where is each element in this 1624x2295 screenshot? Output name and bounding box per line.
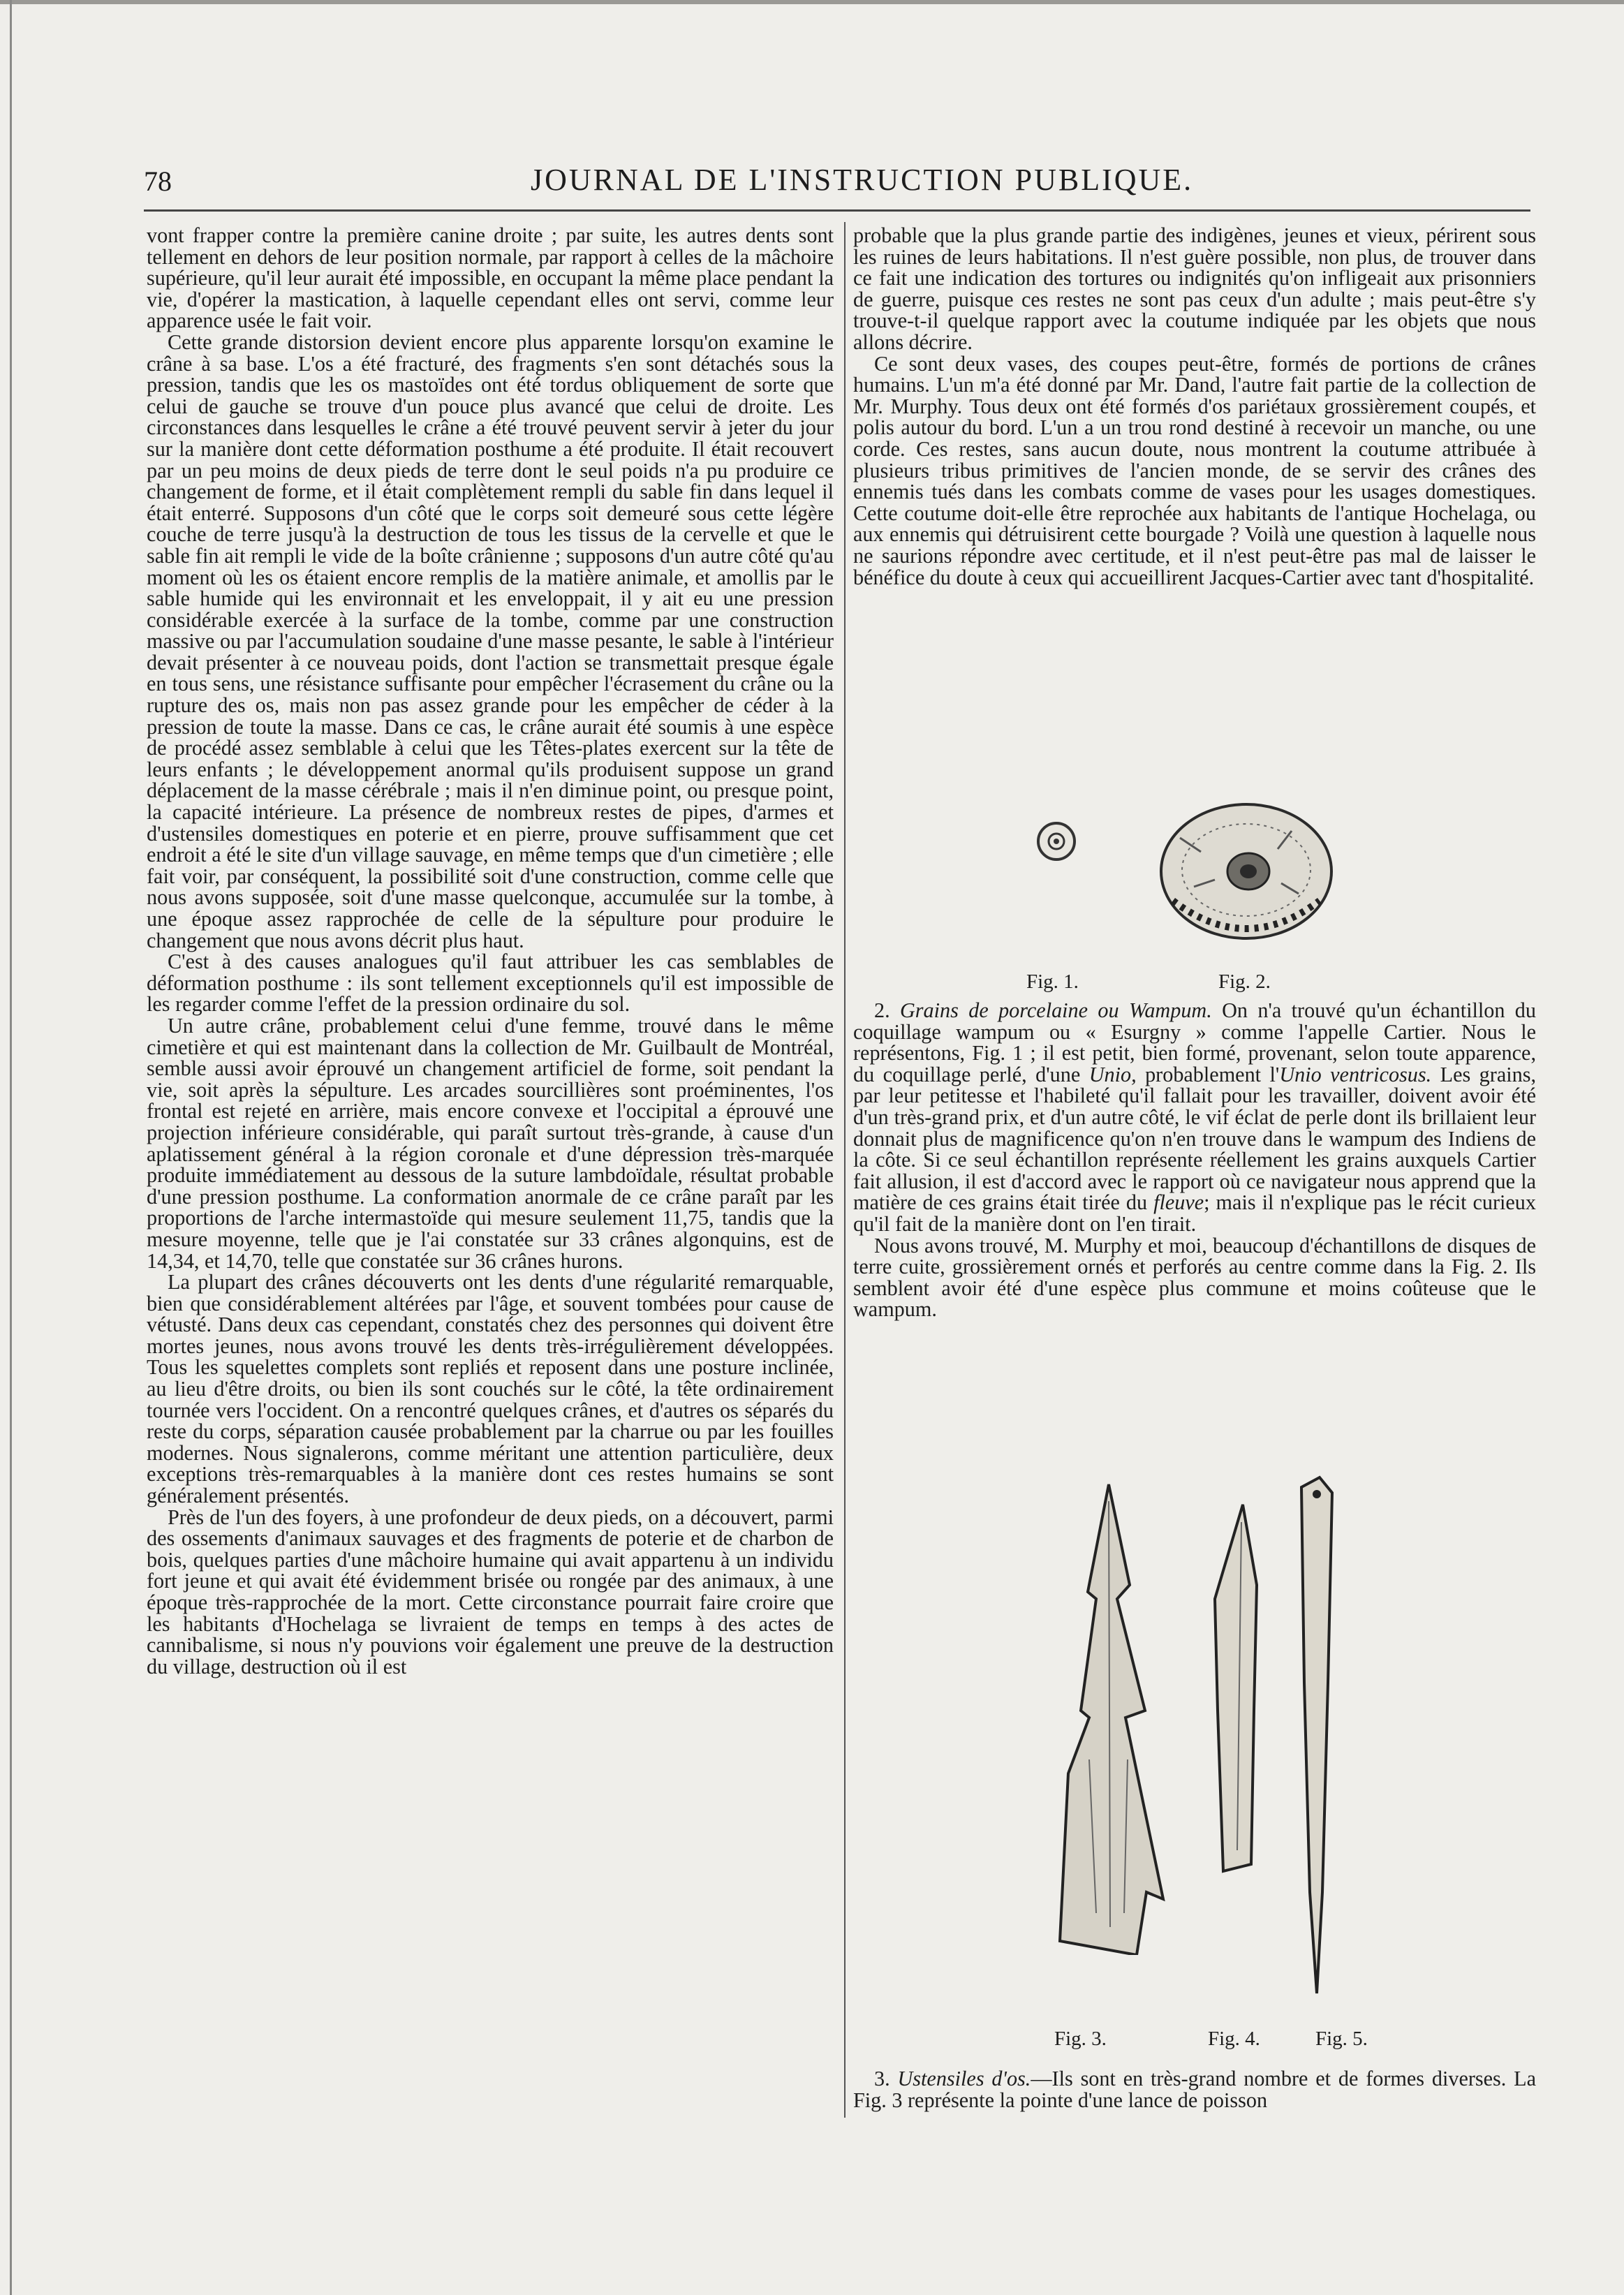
paragraph-text: On n'a trouvé qu'un échantillon du coquillage wampum ou « Esurgny » comme l'appelle Cartier. Nous le représentons, Fig. 1 ; il est petit, bien formé, provenant, selon toute apparence, du coquillage perlé, d'une [853,998,1536,1086]
paragraph: Un autre crâne, probablement celui d'une femme, trouvé dans le même cimetière et qui est maintenant dans la collection de Mr. Guilbault de Montréal, semble aussi avoir éprouvé un changement artificiel de forme, soit pendant la vie, soit après la sépulture. Les arcades sourcillières sont proéminentes, l'os frontal est rejeté en arrière, mais encore convexe et l'occipital a éprouvé une projection inférieure considérable, qui paraît surtout très-grande, à cause d'un aplatissement général à la région coronale et d'une dépression très-marquée produite immédiatement au dessous de la suture lambdoïdale, résultat probable d'une pression posthume. La conformation anormale de ce crâne paraît par les proportions de l'arche intermastoïde qui mesure seulement 11,75, tandis que la mesure moyenne, telle que je l'ai constatée sur 33 crânes algonquins, est de 14,34, et 14,70, telle que constatée sur 36 crânes hurons. [147,1013,834,1273]
page-number: 78 [144,165,172,197]
paragraph: Ce sont deux vases, des coupes peut-être, formés de portions de crânes humains. L'un m'a été donné par Mr. Dand, l'autre fait partie de la collection de Mr. Murphy. Tous deux ont été formés d'os pariétaux grossièrement coupés, et polis autour du bord. L'un a un trou rond destiné à recevoir un manche, ou une corde. Ces restes, sans aucun doute, nous montrent la coutume attribuée à plusieurs tribus primitives de l'ancien monde, de se servir des crânes des ennemis tués dans les combats comme de vases pour les usages domestiques. Cette coutume doit-elle être reprochée aux habitants de l'antique Hochelaga, ou aux ennemis qui détruisirent cette bourgade ? Voilà une question à laquelle nous ne saurions répondre avec certitude, et il n'est peut-être pas mal de laisser le bénéfice du doute à ceux qui accueillirent Jacques-Cartier avec tant d'hospitalité. [853,351,1536,589]
figure-3-caption: Fig. 3. [1054,2028,1107,2050]
figure-4-caption: Fig. 4. [1208,2028,1260,2050]
figure-1-bead [1032,817,1081,866]
section-title: Grains de porcelaine ou Wampum. [900,998,1212,1022]
figure-1-caption: Fig. 1. [1026,971,1079,993]
paragraph: Cette grande distorsion devient encore plus apparente lorsqu'on examine le crâne à sa base. L'os a été fracturé, des fragments s'en sont détachés sous la pression, tandis que les os mastoïdes ont été tordus obliquement de sorte que celui de gauche se trouve d'un pouce plus avancé que celui de droite. Les circonstances dans lesquelles le crâne a été trouvé peuvent servir à jeter du jour sur la manière dont cette déformation posthume a été produite. Il était recouvert par un peu moins de deux pieds de terre dont le seul poids n'a pu produire ce changement de forme, et il était complètement rempli du sable fin dans lequel il était enterré. Supposons d'un côté que le corps soit demeuré sous cette légère couche de terre jusqu'à la destruction de tous les tissus de la cervelle et que le sable fin ait rempli le vide de la boîte crânienne ; supposons d'un autre côté qu'au moment où les os étaient encore remplis de la matière animale, et amollis par le sable humide qui les environnait et les enveloppait, il y ait eu une pression considérable exercée à la surface de la tombe, comme par une construction massive ou par l'accumulation soudaine d'une masse pesante, le sable à l'intérieur devait présenter à ce nouveau poids, dont l'action se transmettait presque égale en tous sens, une résistance suffisante pour empêcher l'écrasement du crâne ou la rupture des os, mais non pas assez grande pour les empêcher de céder à la pression de toute la masse. Dans ce cas, le crâne aurait été soumis à une espèce de procédé assez semblable à celui que les Têtes-plates exercent sur la tête de leurs enfants ; le développement anormal qu'ils produisent suppose un grand déplacement de la masse cérébrale ; mais il n'en diminue point, ou presque point, la capacité intérieure. La présence de nombreux restes de pipes, d'armes et d'ustensiles domestiques en poterie et en pierre, prouve suffisamment que cet endroit a été le site d'un village sauvage, en même temps que d'un cimetière ; elle fait voir, par conséquent, la possibilité soit d'une construction, comme celle que nous avons supposée, soit d'une masse quelconque, accumulée sur la tombe, à une époque assez rapprochée de celle de la sépulture pour produire le changement que nous avons décrit plus haut. [147,330,834,952]
paragraph: probable que la plus grande partie des indigènes, jeunes et vieux, périrent sous les ruines de leurs habitations. Il n'est guère possible, non plus, de trouver dans ce fait une indication des tortures ou indignités qu'on infligeait aux prisonniers de guerre, puisque ces restes ne sont pas ceux d'un adulte ; mais peut-être s'y trouve-t-il quelque rapport avec la coutume indiquée par les objets que nous allons décrire. [853,223,1536,354]
page-top-edge [0,0,1624,4]
paragraph [853,1000,1536,1235]
figure-5-caption: Fig. 5. [1315,2028,1368,2050]
page-left-edge [10,0,12,2295]
emphasis: fleuve [1153,1190,1204,1215]
species-name: Unio ventricosus. [1279,1062,1432,1086]
paragraph: Nous avons trouvé, M. Murphy et moi, beaucoup d'échantillons de disques de terre cuite, grossièrement ornés et perforés au centre comme dans la Fig. 2. Ils semblent avoir été d'une espèce plus commune et moins coûteuse que le wampum. [853,1233,1536,1322]
paragraph: Près de l'un des foyers, à une profondeur de deux pieds, on a découvert, parmi des ossements d'animaux sauvages et des fragments de poterie et de charbon de bois, quelques parties d'une mâchoire humaine qui avait appartenu à un individu fort jeune et qui avait été évidemment brisée ou rongée par des animaux, à une époque très-rapprochée de la mort. Cette circonstance pourrait faire croire que les habitants d'Hochelaga se livraient de temps en temps à des actes de cannibalisme, si nous n'y pouvions voir également une preuve de la destruction du village, destruction où il est [147,1505,834,1678]
paragraph: vont frapper contre la première canine droite ; par suite, les autres dents sont tellement en dehors de leur position normale, par rapport à celles de la mâchoire supérieure, qu'il leur aurait été impossible, en occupant la même place pendant la vie, d'opérer la mastication, à laquelle cependant elles ont servi, comme leur apparence usée le fait voir. [147,223,834,333]
right-column-bottom [853,2068,1536,2111]
figure-2-disc [1152,796,1341,957]
paragraph-text: Les grains, par leur petitesse et l'habileté qu'il fallait pour les travailler, doivent avoir été d'un très-grand prix, et d'un autre côté, le vif éclat de perle dont ils brillaient leur donnait plus de magnificence qu'on n'en trouve dans le wampum des Indiens de la côte. Si ce seul échantillon représente réellement les grains auxquels Cartier fait allusion, il est d'accord avec le rapport où ce navigateur nous apprend que la matière de ces grains était tirée du [853,1062,1537,1215]
figure-4-bone-awl [1187,1501,1271,1878]
paragraph-text: ; mais il n'explique pas le récit curieux qu'il fait de la manière dont on l'en tirait. [853,1190,1536,1236]
paragraph-text: probablement l' [1145,1062,1280,1086]
paragraph-text: —Ils sont en très-grand nombre et de formes diverses. La Fig. 3 représente la pointe d'une lance de poisson [853,2067,1537,2112]
header-rule [144,209,1530,212]
figure-3-spear-point [1040,1480,1180,1955]
right-column-middle [853,1000,1536,1320]
figure-2-caption: Fig. 2. [1218,971,1271,993]
section-number: 2. [874,998,890,1022]
column-divider [844,222,846,2118]
figure-5-bone-needle [1292,1473,1361,1997]
species-name: Unio, [1088,1062,1137,1086]
section-title: Ustensiles d'os. [897,2067,1031,2090]
journal-title: JOURNAL DE L'INSTRUCTION PUBLIQUE. [531,163,1194,197]
paragraph: C'est à des causes analogues qu'il faut attribuer les cas semblables de déformation posthume : ils sont tellement exceptionnels qu'il est impossible de les regarder comme l'effet de la pression ordinaire du sol. [147,950,834,1017]
right-column-top [853,225,1536,588]
section-number: 3. [874,2067,890,2090]
paragraph: La plupart des crânes découverts ont les dents d'une régularité remarquable, bien que considérablement altérées par l'âge, et souvent tombées pour cause de vétusté. Dans deux cas cependant, constatés chez des personnes qui doivent être mortes jeunes, nous avons trouvé les dents très-irrégulièrement développées. Tous les squelettes complets sont repliés et reposent dans une posture inclinée, au lieu d'être droits, ou bien ils sont couchés sur le côté, la tête ordinairement tournée vers l'occident. On a rencontré quelques crânes, et d'autres os séparés du reste du corps, séparation causée probablement par la charrue ou par les fouilles modernes. Nous signalerons, comme méritant une attention particulière, deux exceptions très-remarquables à la manière dont ces restes humains se sont généralement présentés. [147,1270,834,1508]
paragraph [853,2068,1536,2111]
left-column [147,225,834,1677]
